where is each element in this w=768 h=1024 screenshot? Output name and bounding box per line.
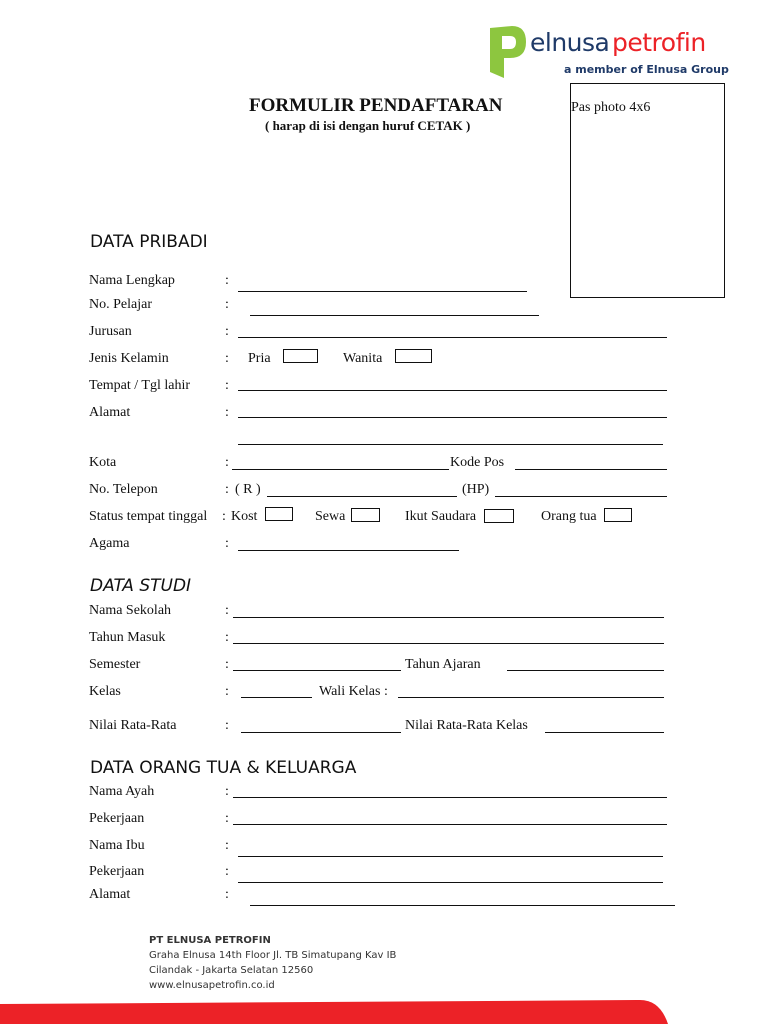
label-nilai-rata-rata: Nilai Rata-Rata (89, 718, 177, 733)
colon: : (225, 887, 229, 902)
colon: : (225, 455, 229, 470)
label-nama-ibu: Nama Ibu (89, 838, 145, 853)
label-telepon-hp: (HP) (462, 482, 490, 497)
footer-company: PT ELNUSA PETROFIN (149, 935, 271, 946)
input-alamat-line-1[interactable] (238, 417, 667, 418)
logo-mark-icon (486, 22, 528, 80)
input-alamat-line-2[interactable] (238, 444, 663, 445)
colon: : (225, 657, 229, 672)
input-agama[interactable] (238, 550, 459, 551)
label-kelas: Kelas (89, 684, 121, 699)
colon: : (225, 324, 229, 339)
section-data-orang-tua: DATA ORANG TUA & KELUARGA (90, 758, 357, 778)
option-ikut-saudara-label: Ikut Saudara (405, 509, 477, 524)
company-logo (486, 22, 736, 82)
label-jurusan: Jurusan (89, 324, 132, 339)
checkbox-wanita[interactable] (395, 349, 432, 363)
label-kota: Kota (89, 455, 117, 470)
input-alamat-orang-tua[interactable] (250, 905, 675, 906)
form-title: FORMULIR PENDAFTARAN (249, 95, 503, 116)
input-nilai-rata-rata[interactable] (241, 732, 401, 733)
colon: : (225, 630, 229, 645)
input-pekerjaan-ayah[interactable] (233, 824, 667, 825)
footer-address (149, 933, 396, 993)
checkbox-orang-tua[interactable] (604, 508, 632, 522)
colon: : (225, 273, 229, 288)
input-tahun-masuk[interactable] (233, 643, 664, 644)
label-status-tempat-tinggal: Status tempat tinggal (89, 509, 208, 524)
colon: : (225, 684, 229, 699)
footer-red-band (0, 998, 768, 1024)
label-no-pelajar: No. Pelajar (89, 297, 152, 312)
input-no-pelajar[interactable] (250, 315, 539, 316)
colon: : (225, 784, 229, 799)
footer-address-line-2: Cilandak - Jakarta Selatan 12560 (149, 965, 314, 976)
colon: : (225, 811, 229, 826)
label-alamat-orang-tua: Alamat (89, 887, 131, 902)
input-nilai-rata-rata-kelas[interactable] (545, 732, 664, 733)
label-nama-lengkap: Nama Lengkap (89, 273, 175, 288)
input-kelas[interactable] (241, 697, 312, 698)
input-jurusan[interactable] (238, 337, 667, 338)
footer-website: www.elnusapetrofin.co.id (149, 980, 275, 991)
checkbox-sewa[interactable] (351, 508, 380, 522)
input-kota[interactable] (232, 469, 449, 470)
checkbox-kost[interactable] (265, 507, 293, 521)
input-tempat-tgl-lahir[interactable] (238, 390, 667, 391)
option-sewa-label: Sewa (315, 509, 346, 524)
colon: : (222, 509, 226, 524)
label-tempat-tgl-lahir: Tempat / Tgl lahir (89, 378, 191, 393)
option-wanita-label: Wanita (343, 351, 383, 366)
label-telepon-rumah: ( R ) (235, 482, 261, 497)
label-nama-sekolah: Nama Sekolah (89, 603, 172, 618)
colon: : (225, 603, 229, 618)
colon: : (225, 536, 229, 551)
label-semester: Semester (89, 657, 141, 672)
label-wali-kelas: Wali Kelas : (319, 684, 388, 699)
colon: : (225, 864, 229, 879)
option-kost-label: Kost (231, 509, 258, 524)
label-no-telepon: No. Telepon (89, 482, 158, 497)
label-nilai-rata-rata-kelas: Nilai Rata-Rata Kelas (405, 718, 528, 733)
input-telepon-rumah[interactable] (267, 496, 457, 497)
logo-word-elnusa: elnusa (530, 28, 610, 57)
colon: : (225, 405, 229, 420)
input-nama-ayah[interactable] (233, 797, 667, 798)
checkbox-pria[interactable] (283, 349, 318, 363)
input-telepon-hp[interactable] (495, 496, 667, 497)
form-subtitle: ( harap di isi dengan huruf CETAK ) (265, 118, 471, 133)
input-nama-lengkap[interactable] (238, 291, 527, 292)
photo-box (570, 83, 725, 298)
label-agama: Agama (89, 536, 130, 551)
colon: : (225, 482, 229, 497)
option-pria-label: Pria (248, 351, 271, 366)
label-alamat: Alamat (89, 405, 131, 420)
label-pekerjaan-ayah: Pekerjaan (89, 811, 145, 826)
logo-word-petrofin: petrofin (612, 28, 706, 57)
photo-label: Pas photo 4x6 (571, 100, 651, 115)
colon: : (225, 378, 229, 393)
section-data-pribadi: DATA PRIBADI (90, 232, 208, 252)
option-orang-tua-label: Orang tua (541, 509, 597, 524)
input-pekerjaan-ibu[interactable] (238, 882, 663, 883)
input-nama-sekolah[interactable] (233, 617, 664, 618)
colon: : (225, 718, 229, 733)
input-tahun-ajaran[interactable] (507, 670, 664, 671)
colon: : (225, 838, 229, 853)
input-kode-pos[interactable] (515, 469, 667, 470)
label-tahun-masuk: Tahun Masuk (89, 630, 166, 645)
input-wali-kelas[interactable] (398, 697, 664, 698)
label-kode-pos: Kode Pos (450, 455, 505, 470)
input-nama-ibu[interactable] (238, 856, 663, 857)
logo-tagline: a member of Elnusa Group (564, 63, 729, 76)
label-pekerjaan-ibu: Pekerjaan (89, 864, 145, 879)
section-data-studi: DATA STUDI (90, 576, 192, 596)
label-tahun-ajaran: Tahun Ajaran (405, 657, 481, 672)
footer-address-line-1: Graha Elnusa 14th Floor Jl. TB Simatupang Kav IB (149, 950, 397, 961)
input-semester[interactable] (233, 670, 401, 671)
colon: : (225, 351, 229, 366)
colon: : (225, 297, 229, 312)
checkbox-ikut-saudara[interactable] (484, 509, 514, 523)
label-nama-ayah: Nama Ayah (89, 784, 155, 799)
label-jenis-kelamin: Jenis Kelamin (89, 351, 169, 366)
